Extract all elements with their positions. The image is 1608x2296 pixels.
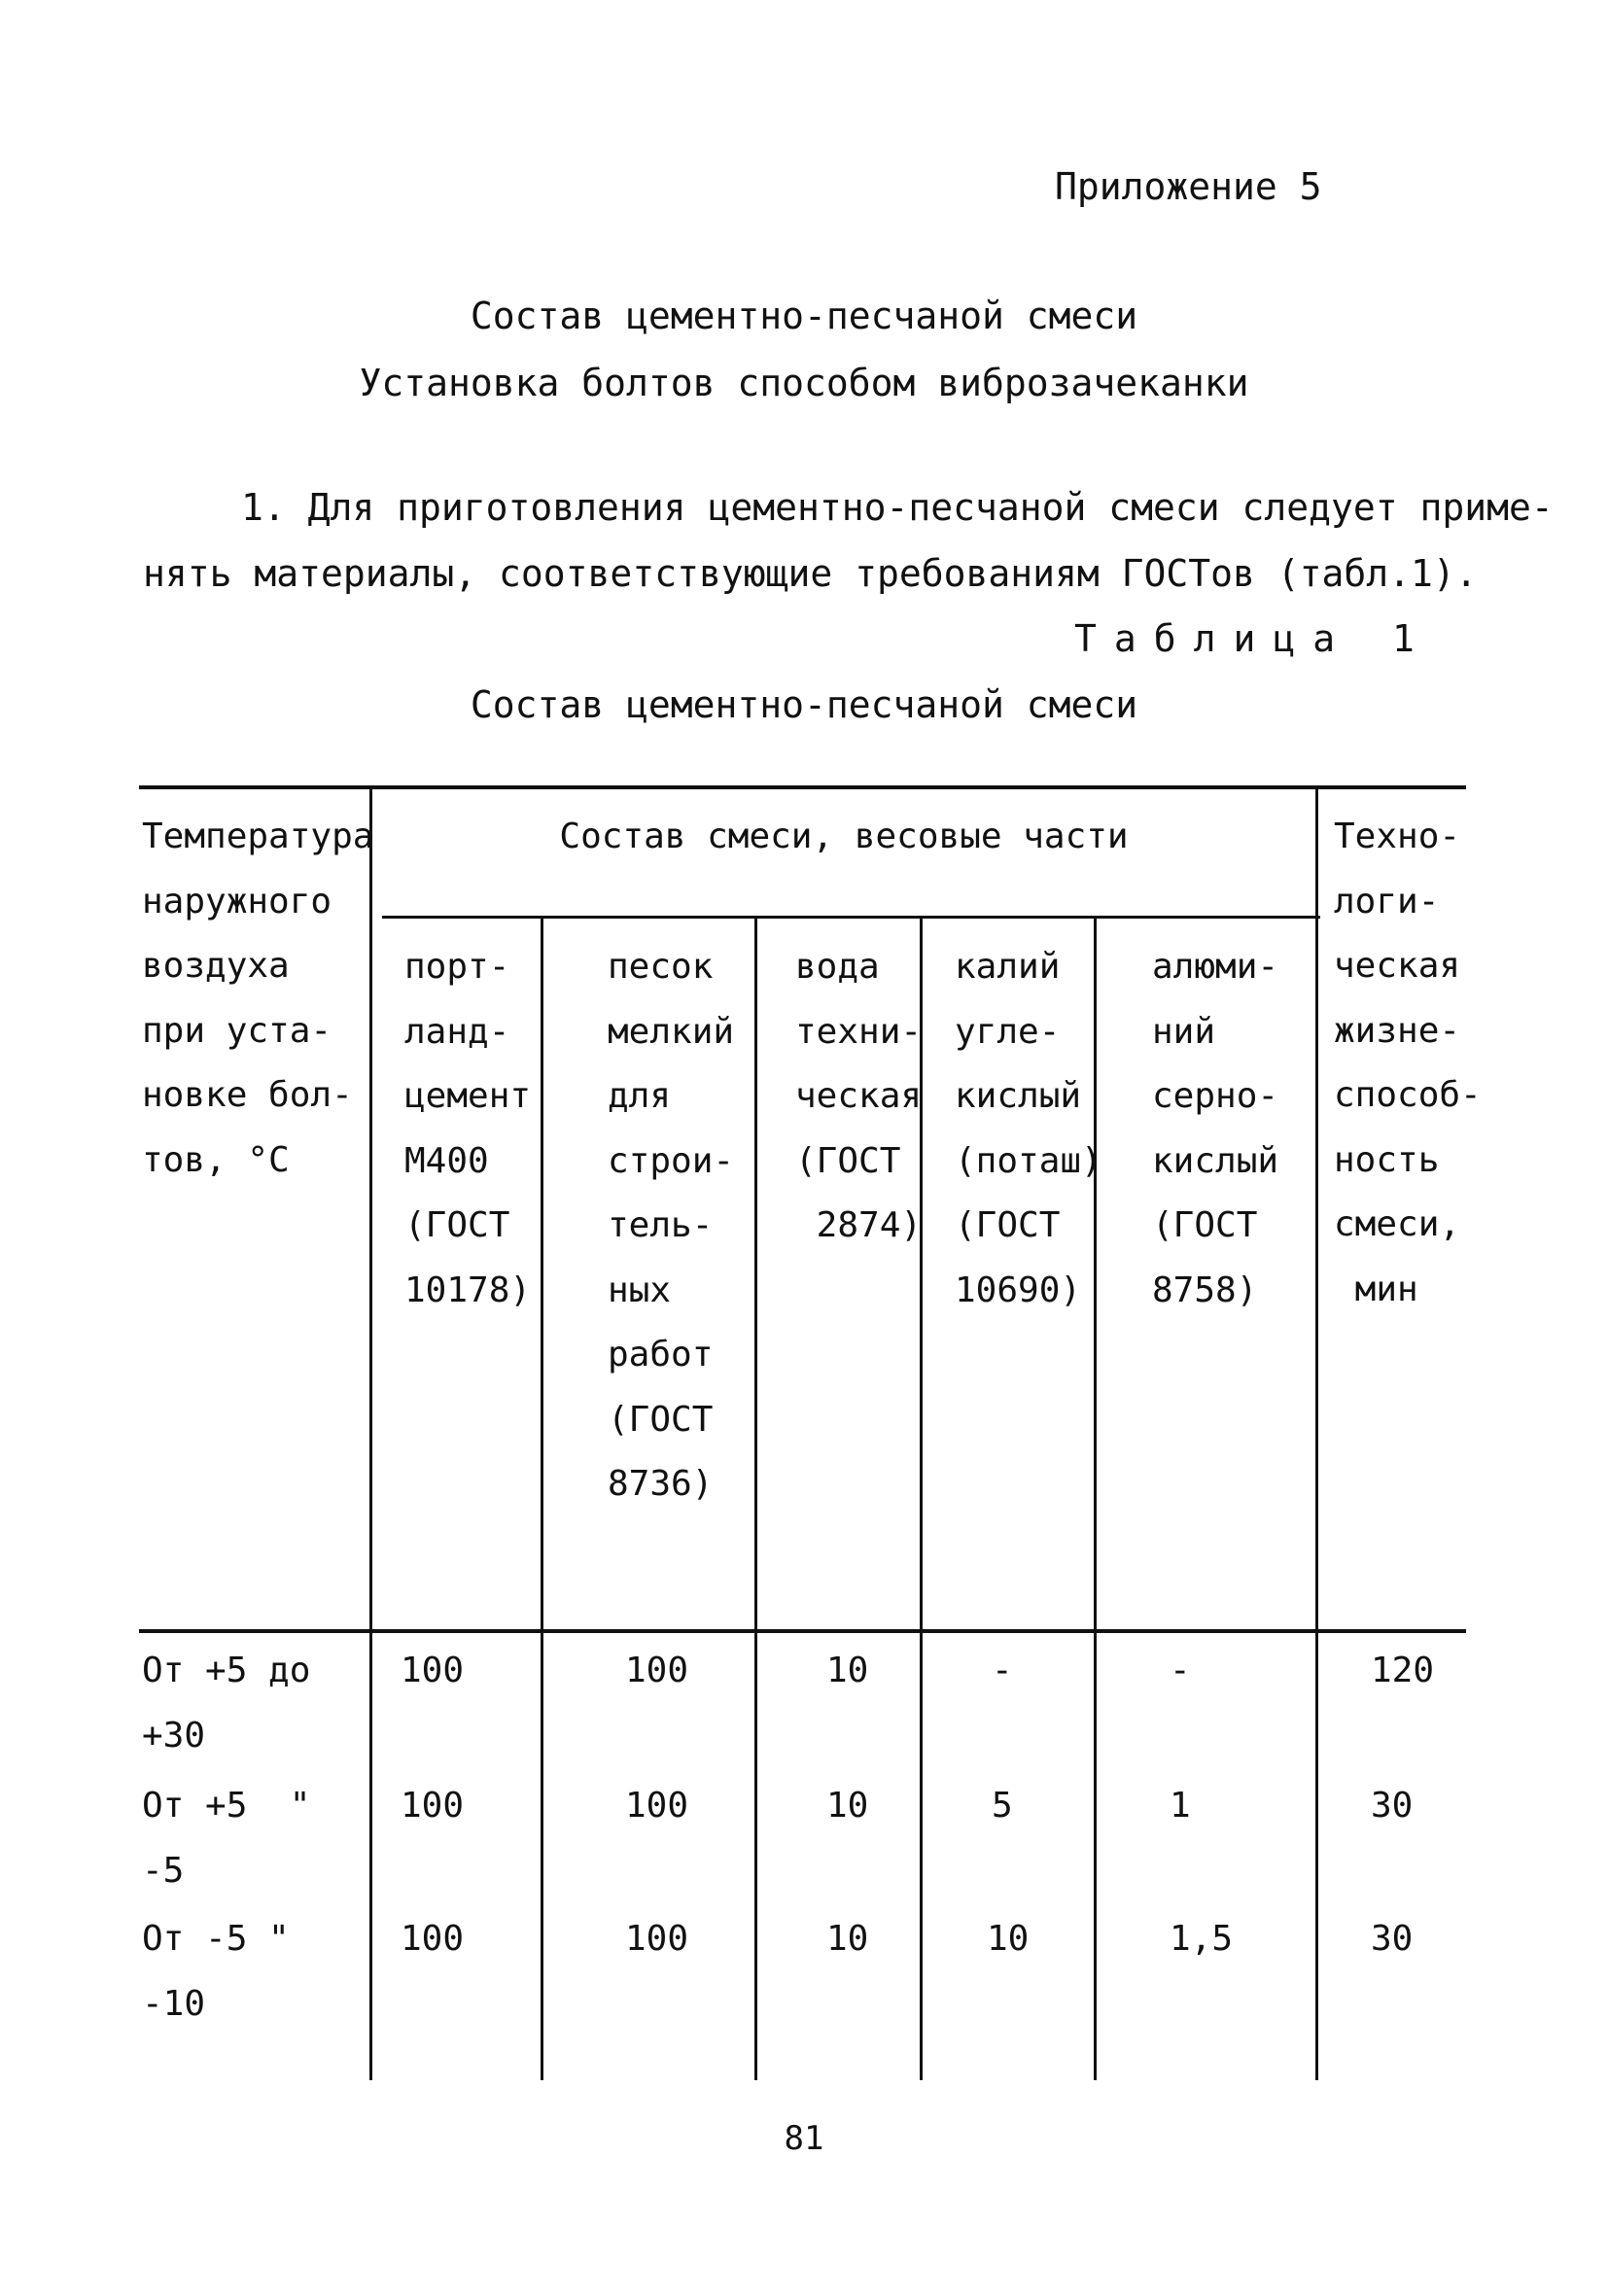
- row-1-potash: -: [992, 1651, 1013, 1690]
- col-divider-3: [754, 918, 757, 2080]
- document-subtitle: Установка болтов способом виброзачеканки: [359, 362, 1249, 404]
- table-label: Таблица 1: [1074, 617, 1432, 660]
- subheader-potash: калий угле- кислый (поташ) (ГОСТ 10690): [955, 947, 1102, 1310]
- header-group-composition: Состав смеси, весовые части: [559, 817, 1129, 856]
- row-1-temp: От +5 до +30: [142, 1651, 311, 1756]
- row-1-alum: -: [1170, 1651, 1191, 1690]
- row-3-life: 30: [1371, 1919, 1414, 1959]
- row-3-temp: От -5 " -10: [142, 1919, 290, 2024]
- row-3-potash: 10: [987, 1919, 1030, 1959]
- row-2-potash: 5: [992, 1786, 1013, 1826]
- subheader-water: вода техни- ческая (ГОСТ 2874): [795, 947, 923, 1245]
- row-1-cement: 100: [401, 1651, 465, 1690]
- row-2-cement: 100: [401, 1786, 465, 1826]
- row-3-alum: 1,5: [1170, 1919, 1234, 1959]
- table-title: Состав цементно-песчаной смеси: [470, 683, 1138, 726]
- row-2-alum: 1: [1170, 1786, 1191, 1826]
- subheader-rule: [382, 916, 1320, 919]
- header-life: Техно- логи- ческая жизне- способ- ность смеси, мин: [1334, 817, 1482, 1309]
- row-1-sand: 100: [625, 1651, 689, 1690]
- col-divider-6: [1315, 785, 1318, 2080]
- row-2-life: 30: [1371, 1786, 1414, 1826]
- col-divider-2: [541, 918, 543, 2080]
- paragraph-line-1: 1. Для приготовления цементно-песчаной смеси следует приме-: [241, 486, 1554, 529]
- row-2-temp: От +5 " -5: [142, 1786, 311, 1891]
- page-number: 81: [784, 2119, 824, 2158]
- row-3-sand: 100: [625, 1919, 689, 1959]
- document-title: Состав цементно-песчаной смеси: [470, 295, 1138, 337]
- header-bottom-rule: [139, 1629, 1466, 1633]
- row-3-water: 10: [826, 1919, 869, 1959]
- table-top-rule: [139, 785, 1466, 789]
- row-2-water: 10: [826, 1786, 869, 1826]
- row-1-water: 10: [826, 1651, 869, 1690]
- paragraph-line-2: нять материалы, соответствующие требованиям ГОСТов (табл.1).: [143, 552, 1478, 595]
- subheader-cement: порт- ланд- цемент М400 (ГОСТ 10178): [404, 947, 532, 1310]
- row-1-life: 120: [1371, 1651, 1435, 1690]
- header-temperature: Температура наружного воздуха при уста- новке бол- тов, °С: [142, 817, 374, 1180]
- subheader-alum: алюми- ний серно- кислый (ГОСТ 8758): [1152, 947, 1279, 1310]
- appendix-label: Приложение 5: [1055, 165, 1322, 208]
- row-3-cement: 100: [401, 1919, 465, 1959]
- row-2-sand: 100: [625, 1786, 689, 1826]
- subheader-sand: песок мелкий для строи- тель- ных работ (ГОСТ 8736): [608, 947, 735, 1504]
